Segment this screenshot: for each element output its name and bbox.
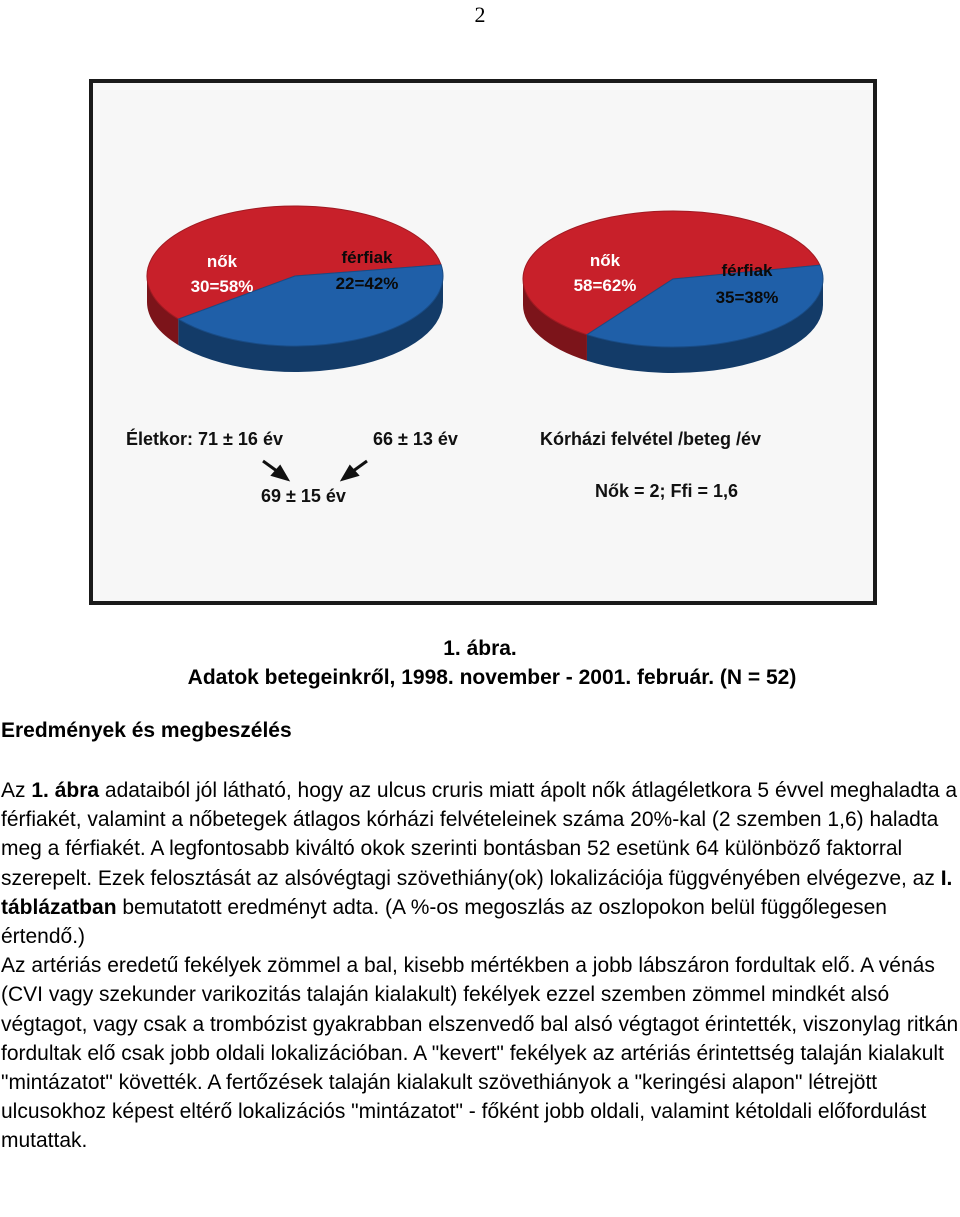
figure-caption-title: Adatok betegeinkről, 1998. november - 2001. február. (N = 52)	[187, 666, 797, 689]
figure-caption-number: 1. ábra.	[443, 637, 517, 660]
table-reference: I. táblázatban	[1, 866, 953, 919]
pie-left-slice-1-value: 30=58%	[190, 277, 254, 296]
pie-right-slice-2-value: 35=38%	[715, 288, 779, 307]
pie-left-slice-2-label: férfiak	[341, 248, 393, 267]
figure-reference: 1. ábra	[31, 779, 100, 802]
pie-right-slice-1-label: nők	[589, 251, 621, 270]
admission-values: Nők = 2; Ffi = 1,6	[595, 481, 739, 501]
pie-left-slice-2-value: 22=42%	[335, 274, 399, 293]
admission-title: Kórházi felvétel /beteg /év	[540, 429, 762, 449]
paragraph-1	[1, 776, 959, 951]
age-all-label: 69 ± 15 év	[261, 486, 346, 506]
pie-right-slice-2-label: férfiak	[721, 261, 773, 280]
age-label: Életkor: 71 ± 16 év	[126, 429, 283, 449]
pie-charts	[93, 83, 873, 601]
page-number: 2	[474, 2, 486, 27]
figure-1	[89, 79, 877, 605]
section-heading: Eredmények és megbeszélés	[1, 719, 292, 742]
body-text	[1, 776, 959, 1156]
paragraph-2: Az artériás eredetű fekélyek zömmel a bal, kisebb mértékben a jobb lábszáron fordultak elő. A vénás (CVI vagy szekunder varikozitás talaján kialakult) fekélyek ezzel szemben zömmel mindkét alsó végtagot, vagy csak a trombózist gyakrabban elszenvedő bal alsó végtagot érintették, viszonylag ritkán fordultak elő csak jobb oldali lokalizációban. A "kevert" fekélyek az artériás érintettség talaján kialakult "mintázatot" követték. A fertőzések talaján kialakult szövethiányok a "keringési alapon" létrejött ulcusokhoz képest eltérő lokalizációs "mintázatot" - főként jobb oldali, valamint kétoldali előfordulást mutattak.	[1, 954, 959, 1153]
age-men-label: 66 ± 13 év	[373, 429, 458, 449]
pie-right-slice-1-value: 58=62%	[573, 276, 637, 295]
paragraph-1-text-a: adataiból jól látható, hogy az ulcus cruris miatt ápolt nők átlagéletkora 5 évvel meghaladta a férfiakét, valamint a nőbetegek átlagos kórházi felvételeinek száma 20%-kal (2 szemben 1,6) haladta meg a férfiakét. A legfontosabb kiváltó okok szerinti bontásban 52 esetünk 64 különböző faktorral szerepelt. Ezek felosztását az alsóvégtagi szövethiány(ok) lokalizációja függvényében elvégezve, az	[1, 779, 958, 890]
paragraph-1-lead: Az	[1, 779, 32, 802]
paragraph-1-text-b: bemutatott eredményt adta. (A %-os megoszlás az oszlopokon belül függőlegesen értendő.)	[1, 895, 887, 949]
pie-left-slice-1-label: nők	[206, 252, 238, 271]
